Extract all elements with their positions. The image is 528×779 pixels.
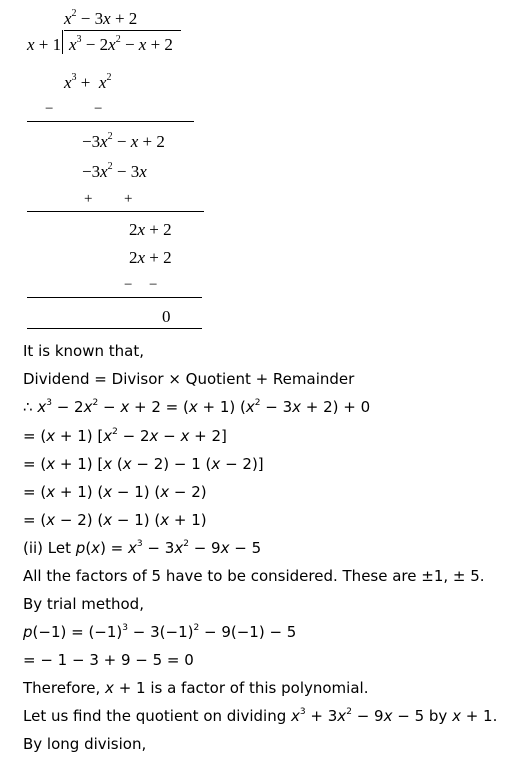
step3-sign: −: [149, 277, 158, 293]
line-step-b: = (x + 1) [x (x − 2) − 1 (x − 2)]: [23, 455, 264, 473]
line-factors: All the factors of 5 have to be considered. These are ±1, ± 5.: [23, 567, 485, 585]
line-step-d: = (x − 2) (x − 1) (x + 1): [23, 511, 207, 529]
line-factor-conclusion: Therefore, x + 1 is a factor of this polynomial.: [23, 679, 369, 697]
dividend: $x^3 - 2x^2 - x + 2$: [69, 34, 173, 54]
step1-line: [27, 121, 194, 122]
step3-subtract: 2x + 2: [129, 248, 172, 267]
final-remainder: 0: [162, 307, 171, 326]
step1-sign: −: [94, 101, 103, 117]
division-bar-top: [64, 30, 181, 31]
step2-line: [27, 211, 204, 212]
line-step-c: = (x + 1) (x − 1) (x − 2): [23, 483, 207, 501]
step3-line: [27, 297, 202, 298]
line-trial: By trial method,: [23, 595, 144, 613]
line-known: It is known that,: [23, 342, 144, 360]
step2-remainder: 2x + 2: [129, 220, 172, 239]
step1-sign: −: [45, 101, 54, 117]
line-division-rule: Dividend = Divisor × Quotient + Remainder: [23, 370, 355, 388]
step2-sign: +: [84, 191, 93, 207]
quotient: $x^2 - 3x + 2$: [64, 8, 138, 28]
step2-sign: +: [124, 191, 133, 207]
line-long-division: By long division,: [23, 735, 147, 753]
division-bracket: [62, 30, 63, 54]
line-evaluation: = − 1 − 3 + 9 − 5 = 0: [23, 651, 194, 669]
line-part-ii: (ii) Let $p(x) = x^3 - 3x^2 - 9x - 5$: [23, 539, 262, 557]
step3-sign: −: [124, 277, 133, 293]
line-p-minus-one: $p(-1) = (-1)^3 - 3(-1)^2 - 9(-1) - 5$: [23, 623, 297, 641]
line-find-quotient: Let us find the quotient on dividing $x^3 + 3x^2 - 9x - 5$ by x + 1.: [23, 707, 498, 725]
line-therefore: ∴ $x^3 - 2x^2 - x + 2 = (x + 1) (x^2 - 3x + 2) + 0$: [23, 398, 371, 416]
line-step-a: = (x + 1) $[x^2 - 2x - x + 2]$: [23, 427, 227, 445]
step1-remainder: $-3x^2 - x + 2$: [82, 131, 165, 151]
step2-subtract: $-3x^2 - 3x$: [82, 161, 147, 181]
divisor: x + 1: [27, 35, 62, 54]
step1-subtract: $x^3 + x^2$: [64, 72, 112, 92]
step4-line: [27, 328, 202, 329]
